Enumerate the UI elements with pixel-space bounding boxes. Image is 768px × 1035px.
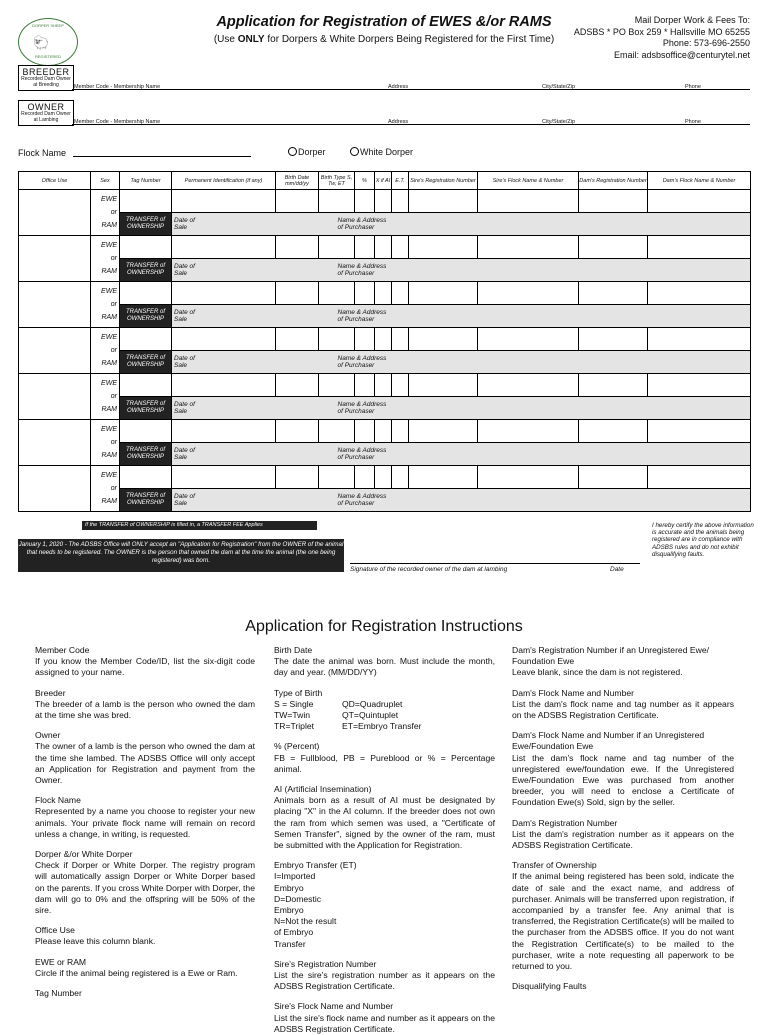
- instruction-line: S = Single: [274, 698, 314, 709]
- instruction-heading: Disqualifying Faults: [512, 981, 587, 992]
- ai-cell[interactable]: [375, 374, 392, 397]
- instruction-text: List the dam's flock name and tag number as it appears on the ADSBS Registration Certificate.: [512, 698, 734, 721]
- mail-line: Phone: 573-696-2550: [662, 38, 750, 48]
- percent-cell[interactable]: [355, 282, 375, 305]
- col-dam-flock: Dam's Flock Name & Number: [648, 172, 751, 190]
- transfer-row: [19, 397, 751, 420]
- et-cell[interactable]: [392, 420, 409, 443]
- instruction-line: I=Imported Embryo: [274, 871, 316, 893]
- owner-note: Recorded Dam Owner at Lambing: [21, 111, 71, 123]
- ai-cell[interactable]: [375, 328, 392, 351]
- instruction-text: List the sire's registration number as it appears on the ADSBS Registration Certificate.: [274, 970, 495, 992]
- dam-flock-cell[interactable]: [648, 374, 751, 397]
- instruction-line: TW=Twin: [274, 710, 311, 721]
- instruction-text: The date the animal was born. Must include the month, day and year. (MM/DD/YY): [274, 656, 495, 678]
- dam-flock-cell[interactable]: [648, 236, 751, 259]
- et-cell[interactable]: [392, 466, 409, 489]
- instruction-line: QT=Quintuplet: [342, 710, 399, 721]
- sex-cell[interactable]: EWE or RAM: [91, 328, 120, 374]
- instruction-text: If you know the Member Code/ID, list the six-digit code assigned to your name.: [35, 656, 255, 678]
- dam-flock-cell[interactable]: [648, 282, 751, 305]
- transfer-row: [19, 489, 751, 512]
- tag-number-cell[interactable]: [120, 282, 172, 305]
- purchaser-cell[interactable]: Name & Address of Purchaser: [276, 443, 751, 466]
- instruction-heading: Embryo Transfer (ET): [274, 860, 357, 871]
- form-title: Application for Registration of EWES &/or RAMS: [216, 14, 552, 30]
- sire-reg-cell[interactable]: [409, 190, 478, 213]
- mail-line: Email: adsbsoffice@centurytel.net: [613, 49, 750, 60]
- owner-member-label: Member Code - Membership Name: [74, 119, 161, 125]
- percent-cell[interactable]: [355, 328, 375, 351]
- birth-date-cell[interactable]: [276, 190, 319, 213]
- white-dorper-label: White Dorper: [360, 147, 414, 157]
- instruction-heading: Sire's Flock Name and Number: [274, 1001, 394, 1012]
- ai-cell[interactable]: [375, 466, 392, 489]
- birth-type-cell[interactable]: [319, 466, 355, 489]
- office-use-cell: [19, 236, 91, 282]
- birth-type-cell[interactable]: [319, 190, 355, 213]
- breeder-title: BREEDER: [22, 67, 70, 77]
- sex-cell[interactable]: EWE or RAM: [91, 190, 120, 236]
- breeder-line[interactable]: [72, 89, 750, 90]
- transfer-row: [19, 259, 751, 282]
- sire-reg-cell[interactable]: [409, 466, 478, 489]
- sex-cell[interactable]: EWE or RAM: [91, 282, 120, 328]
- dam-reg-cell[interactable]: [579, 190, 648, 213]
- percent-cell[interactable]: [355, 190, 375, 213]
- office-use-cell: [19, 282, 91, 328]
- instruction-text: List the dam's registration number as it appears on the ADSBS Registration Certificate.: [512, 828, 734, 851]
- office-use-cell: [19, 466, 91, 512]
- dorper-label: Dorper: [298, 147, 326, 157]
- et-cell[interactable]: [392, 236, 409, 259]
- birth-type-cell[interactable]: [319, 420, 355, 443]
- birth-type-cell[interactable]: [319, 282, 355, 305]
- office-use-cell: [19, 328, 91, 374]
- owner-city-label: City/State/Zip: [542, 119, 576, 125]
- dorper-radio[interactable]: [288, 147, 326, 157]
- sex-cell[interactable]: EWE or RAM: [91, 420, 120, 466]
- purchaser-cell[interactable]: Name & Address of Purchaser: [276, 397, 751, 420]
- transfer-row: [19, 351, 751, 374]
- office-use-cell: [19, 420, 91, 466]
- sire-reg-cell[interactable]: [409, 328, 478, 351]
- birth-type-cell[interactable]: [319, 328, 355, 351]
- dam-reg-cell[interactable]: [579, 328, 648, 351]
- col-et: E.T.: [392, 172, 409, 190]
- instruction-text: The owner of a lamb is the person who owned the dam at the time she lambed. The ADSBS Office will only accept an Application for Registration and payment from the Owner.: [35, 741, 255, 786]
- date-of-sale-cell[interactable]: Date of Sale: [172, 259, 276, 282]
- dam-flock-cell[interactable]: [648, 466, 751, 489]
- signature-label: Signature of the recorded owner of the dam at lambing: [350, 566, 508, 573]
- date-of-sale-cell[interactable]: Date of Sale: [172, 351, 276, 374]
- registration-table: [18, 171, 751, 512]
- dam-reg-cell[interactable]: [579, 420, 648, 443]
- mailing-info: [550, 15, 750, 61]
- col-sex: Sex: [91, 172, 120, 190]
- dam-flock-cell[interactable]: [648, 328, 751, 351]
- instructions-column-3: [512, 645, 734, 992]
- instruction-text: Circle if the animal being registered is a Ewe or Ram.: [35, 967, 238, 978]
- percent-cell[interactable]: [355, 236, 375, 259]
- instruction-line: QD=Quadruplet: [342, 698, 403, 709]
- instruction-line: ET=Embryo Transfer: [342, 721, 422, 732]
- birth-type-cell[interactable]: [319, 374, 355, 397]
- table-row: [19, 374, 751, 397]
- owner-policy-note: January 1, 2020 - The ADSBS Office will ONLY accept an "Application for Registration" from the OWNER of the animal that needs to be registered. The OWNER is the person that owned the dam at the time the animal (the one being registered) was born.: [18, 539, 344, 572]
- instruction-heading: Dam's Registration Number if an Unregistered Ewe/ Foundation Ewe: [512, 645, 709, 667]
- white-dorper-radio[interactable]: [350, 147, 413, 157]
- tag-number-cell[interactable]: [120, 466, 172, 489]
- instruction-heading: % (Percent): [274, 741, 320, 752]
- instruction-heading: Dam's Flock Name and Number if an Unregistered Ewe/Foundation Ewe: [512, 730, 705, 752]
- sire-flock-cell[interactable]: [478, 190, 579, 213]
- instruction-line: N=Not the result of Embryo Transfer: [274, 916, 337, 949]
- birth-date-cell[interactable]: [276, 328, 319, 351]
- instruction-text: Please leave this column blank.: [35, 936, 156, 947]
- table-row: [19, 328, 751, 351]
- mail-line: ADSBS * PO Box 259 * Hallsville MO 65255: [573, 26, 750, 37]
- instruction-heading: Tag Number: [35, 988, 82, 999]
- instruction-heading: Transfer of Ownership: [512, 860, 597, 871]
- permanent-id-cell[interactable]: [172, 420, 276, 443]
- breeder-box: [18, 65, 74, 91]
- instructions-column-2: [274, 645, 495, 1035]
- transfer-label: TRANSFER of OWNERSHIP: [120, 305, 172, 328]
- radio-circle-icon: [288, 147, 297, 156]
- sire-flock-cell[interactable]: [478, 236, 579, 259]
- date-of-sale-cell[interactable]: Date of Sale: [172, 397, 276, 420]
- instruction-text: List the sire's flock name and number as it appears on the ADSBS Registration Certificate.: [274, 1012, 495, 1034]
- instruction-heading: Dam's Flock Name and Number: [512, 687, 634, 698]
- col-ai: X if AI: [375, 172, 392, 190]
- flock-name-label: Flock Name: [18, 148, 67, 158]
- et-cell[interactable]: [392, 374, 409, 397]
- purchaser-cell[interactable]: Name & Address of Purchaser: [276, 351, 751, 374]
- col-office-use: Office Use: [19, 172, 91, 190]
- transfer-row: [19, 305, 751, 328]
- col-birth-date: Birth Date mm/dd/yy: [276, 172, 319, 190]
- transfer-row: [19, 443, 751, 466]
- col-birth-type: Birth Type S, Tw, ET: [319, 172, 355, 190]
- permanent-id-cell[interactable]: [172, 328, 276, 351]
- col-sire-flock: Sire's Flock Name & Number: [478, 172, 579, 190]
- col-dam-reg: Dam's Registration Number: [579, 172, 648, 190]
- logo-bottom-text: REGISTERED: [34, 54, 61, 59]
- instruction-heading: Sire's Registration Number: [274, 958, 377, 969]
- logo-top-text: DORPER SHEEP: [32, 23, 64, 28]
- instruction-heading: Flock Name: [35, 795, 81, 806]
- table-row: [19, 236, 751, 259]
- instruction-text: The breeder of a lamb is the person who owned the dam at the time she was bred.: [35, 698, 255, 721]
- breeder-phone-label: Phone: [685, 84, 701, 90]
- transfer-label: TRANSFER of OWNERSHIP: [120, 213, 172, 236]
- owner-title: OWNER: [27, 102, 65, 112]
- instruction-text: Represented by a name you choose to register your new animals. Your private flock name will remain on record unless a change, in writing, is requested.: [35, 806, 255, 839]
- transfer-label: TRANSFER of OWNERSHIP: [120, 397, 172, 420]
- transfer-fee-note: If the TRANSFER of OWNERSHIP is filled in, a TRANSFER FEE Applies: [82, 521, 317, 530]
- signature-line[interactable]: [350, 563, 640, 564]
- col-sire-reg: Sire's Registration Number: [409, 172, 478, 190]
- sire-reg-cell[interactable]: [409, 420, 478, 443]
- date-label: Date: [610, 566, 624, 573]
- permanent-id-cell[interactable]: [172, 282, 276, 305]
- permanent-id-cell[interactable]: [172, 466, 276, 489]
- date-of-sale-cell[interactable]: Date of Sale: [172, 213, 276, 236]
- table-row: [19, 466, 751, 489]
- sex-cell[interactable]: EWE or RAM: [91, 466, 120, 512]
- instruction-text: Check if Dorper or White Dorper. The registry program will automatically assign Dorper or White Dorper based on the parents. If you cross White Dorper with Dorper, the dam will go to 0% and the offspring will be 50% of the sire.: [35, 860, 255, 916]
- transfer-row: [19, 213, 751, 236]
- sire-flock-cell[interactable]: [478, 466, 579, 489]
- ai-cell[interactable]: [375, 420, 392, 443]
- col-percent: %: [355, 172, 375, 190]
- dam-reg-cell[interactable]: [579, 374, 648, 397]
- dam-flock-cell[interactable]: [648, 420, 751, 443]
- instruction-text: Leave blank, since the dam is not registered.: [512, 667, 683, 678]
- birth-type-cell[interactable]: [319, 236, 355, 259]
- date-of-sale-cell[interactable]: Date of Sale: [172, 443, 276, 466]
- owner-phone-label: Phone: [685, 119, 701, 125]
- birth-date-cell[interactable]: [276, 374, 319, 397]
- birth-date-cell[interactable]: [276, 420, 319, 443]
- ai-cell[interactable]: [375, 190, 392, 213]
- table-row: [19, 282, 751, 305]
- instruction-text: List the dam's flock name and tag number of the unregistered ewe/foundation ewe. If the Unregistered Ewe/Foundation Ewe was purchased from another breeder, you will need to enclose a Certificate of Foundation Ewe(s) Sold, sign by the seller.: [512, 752, 734, 808]
- radio-circle-icon: [350, 147, 359, 156]
- ai-cell[interactable]: [375, 282, 392, 305]
- dam-flock-cell[interactable]: [648, 190, 751, 213]
- instruction-heading: Dorper &/or White Dorper: [35, 849, 133, 860]
- permanent-id-cell[interactable]: [172, 236, 276, 259]
- breeder-city-label: City/State/Zip: [542, 84, 576, 90]
- et-cell[interactable]: [392, 190, 409, 213]
- instruction-line: D=Domestic Embryo: [274, 893, 322, 916]
- sire-reg-cell[interactable]: [409, 282, 478, 305]
- sheep-icon: 🐑: [33, 35, 50, 50]
- birth-date-cell[interactable]: [276, 282, 319, 305]
- purchaser-cell[interactable]: Name & Address of Purchaser: [276, 213, 751, 236]
- tag-number-cell[interactable]: [120, 328, 172, 351]
- instruction-heading: EWE or RAM: [35, 956, 87, 967]
- flock-name-input[interactable]: [73, 156, 251, 157]
- et-cell[interactable]: [392, 282, 409, 305]
- instruction-heading: Breeder: [35, 687, 66, 698]
- instruction-heading: Dam's Registration Number: [512, 817, 618, 828]
- instruction-text: If the animal being registered has been sold, indicate the date of sale and the exact name, and address of purchaser. Animals will be transferred upon registration, if accompanied by a transfer fee. Any animal that is transferred, the Registration Certificate(s) will be mailed to the purchaser from the ADSBS office. If you do not want the Registration Certificate(s) to be mailed to the purchaser, write a note requesting all paperwork to be returned to you.: [512, 871, 734, 972]
- sire-flock-cell[interactable]: [478, 420, 579, 443]
- dam-reg-cell[interactable]: [579, 282, 648, 305]
- birth-date-cell[interactable]: [276, 466, 319, 489]
- breeder-address-label: Address: [388, 84, 409, 90]
- col-permanent-id: Permanent Identification (if any): [172, 172, 276, 190]
- sire-flock-cell[interactable]: [478, 328, 579, 351]
- instruction-heading: AI (Artificial Insemination): [274, 784, 372, 795]
- et-cell[interactable]: [392, 328, 409, 351]
- permanent-id-cell[interactable]: [172, 374, 276, 397]
- tag-number-cell[interactable]: [120, 190, 172, 213]
- instruction-heading: Member Code: [35, 645, 90, 655]
- dam-reg-cell[interactable]: [579, 466, 648, 489]
- owner-address-label: Address: [388, 119, 409, 125]
- instructions-title: Application for Registration Instructions: [245, 618, 523, 635]
- instruction-text: FB = Fullblood, PB = Pureblood or % = Percentage animal.: [274, 752, 495, 774]
- purchaser-cell[interactable]: Name & Address of Purchaser: [276, 305, 751, 328]
- breeder-note: Recorded Dam Owner at Breeding: [21, 76, 71, 88]
- date-of-sale-cell[interactable]: Date of Sale: [172, 305, 276, 328]
- sire-reg-cell[interactable]: [409, 236, 478, 259]
- mail-line: Mail Dorper Work & Fees To:: [634, 15, 750, 25]
- purchaser-cell[interactable]: Name & Address of Purchaser: [276, 489, 751, 512]
- instruction-text: Animals born as a result of AI must be designated by placing "X" in the AI column. If the breeder does not own the ram from which semen was used, a "Certificate of Semen Transfer", signed by the owner of the ram, must be submitted with the Application for Registration.: [274, 795, 495, 851]
- sex-cell[interactable]: EWE or RAM: [91, 236, 120, 282]
- certification-text: I hereby certify the above information is accurate and the animals being registered are in compliance with ADSBS rules and do not exhibit disqualifying faults.: [652, 522, 754, 558]
- percent-cell[interactable]: [355, 466, 375, 489]
- office-use-cell: [19, 374, 91, 420]
- date-of-sale-cell[interactable]: Date of Sale: [172, 489, 276, 512]
- instructions-column-1: [35, 645, 255, 999]
- instruction-heading: Owner: [35, 730, 61, 741]
- instruction-heading: Birth Date: [274, 645, 313, 655]
- breeder-member-label: Member Code - Membership Name: [74, 84, 161, 90]
- tag-number-cell[interactable]: [120, 374, 172, 397]
- percent-cell[interactable]: [355, 420, 375, 443]
- percent-cell[interactable]: [355, 374, 375, 397]
- purchaser-cell[interactable]: Name & Address of Purchaser: [276, 259, 751, 282]
- sire-flock-cell[interactable]: [478, 374, 579, 397]
- birth-date-cell[interactable]: [276, 236, 319, 259]
- ai-cell[interactable]: [375, 236, 392, 259]
- owner-box: [18, 100, 74, 126]
- transfer-label: TRANSFER of OWNERSHIP: [120, 489, 172, 512]
- transfer-label: TRANSFER of OWNERSHIP: [120, 351, 172, 374]
- dam-reg-cell[interactable]: [579, 236, 648, 259]
- sire-flock-cell[interactable]: [478, 282, 579, 305]
- form-subtitle: (Use ONLY for Dorpers & White Dorpers Being Registered for the First Time): [213, 34, 555, 45]
- transfer-label: TRANSFER of OWNERSHIP: [120, 259, 172, 282]
- table-row: [19, 420, 751, 443]
- table-row: [19, 190, 751, 213]
- instruction-heading: Office Use: [35, 925, 75, 936]
- sire-reg-cell[interactable]: [409, 374, 478, 397]
- office-use-cell: [19, 190, 91, 236]
- tag-number-cell[interactable]: [120, 236, 172, 259]
- permanent-id-cell[interactable]: [172, 190, 276, 213]
- sex-cell[interactable]: EWE or RAM: [91, 374, 120, 420]
- tag-number-cell[interactable]: [120, 420, 172, 443]
- instruction-heading: Type of Birth: [274, 687, 323, 698]
- col-tag-number: Tag Number: [120, 172, 172, 190]
- owner-line[interactable]: [72, 124, 750, 125]
- instruction-line: TR=Triplet: [274, 721, 315, 732]
- transfer-label: TRANSFER of OWNERSHIP: [120, 443, 172, 466]
- table-header-row: [19, 172, 751, 190]
